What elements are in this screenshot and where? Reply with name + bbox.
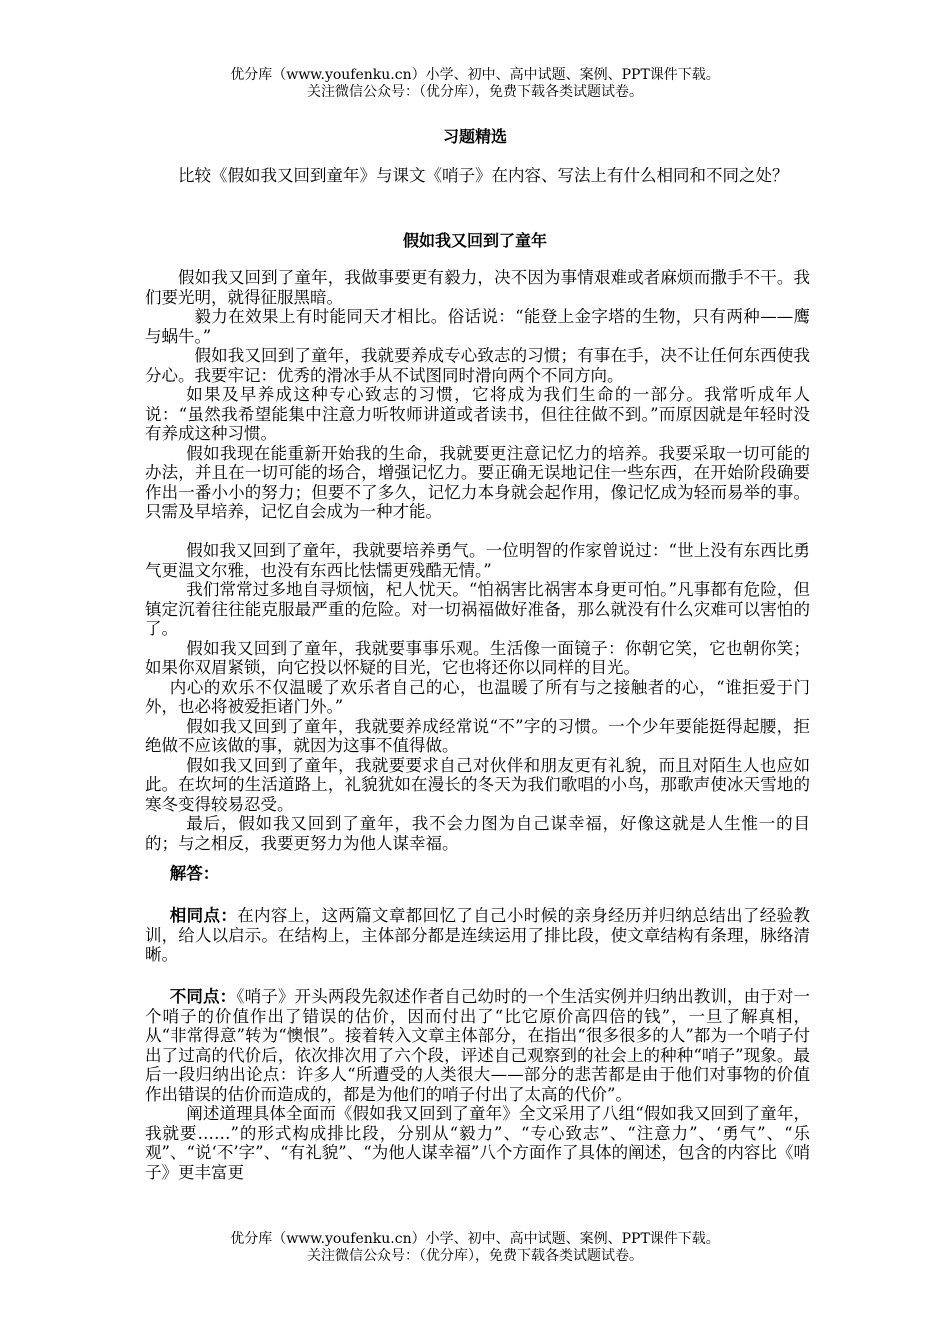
question-paragraph: 比较《假如我又回到童年》与课文《哨子》在内容、写法上有什么相同和不同之处？	[178, 166, 789, 185]
same-text: 在内容上，这两篇文章都回忆了自己小时候的亲身经历并归纳总结出了经验教训，给人以启示。在结构上，主体部分都是连续运用了排比段，使文章结构有条理，脉络清晰。	[145, 906, 811, 964]
article-paragraph-3: 假如我又回到了童年，我就要养成专心致志的习惯；有事在手，决不让任何东西使我分心。我要牢记：优秀的滑冰手从不试图同时滑向两个不同方向。	[145, 346, 810, 385]
article-title: 假如我又回到了童年	[402, 231, 547, 250]
article-paragraph-5: 假如我现在能重新开始我的生命，我就要更注意记忆力的培养。我要采取一切可能的办法，并且在一切可能的场合，增强记忆力。要正确无误地记住一些东西，在开始阶段确要作出一番小小的努力；但要不了多久，记忆力本身就会起作用，像记忆成为轻而易举的事。只需及早培养，记忆自会成为一种才能。	[145, 443, 810, 521]
article-paragraph-1: 假如我又回到了童年，我做事要更有毅力，决不因为事情艰难或者麻烦而撒手不干。我们要光明，就得征服黑暗。	[145, 268, 810, 307]
article-paragraph-8: 假如我又回到了童年，我就要事事乐观。生活像一面镜子：你朝它笑，它也朝你笑；如果你双眉紧锁，向它投以怀疑的目光，它也将还你以同样的目光。	[145, 638, 810, 677]
header-line-1: 优分库（www.youfenku.cn）小学、初中、高中试题、案例、PPT课件下载。	[230, 67, 720, 83]
answer-same	[145, 906, 810, 965]
article-paragraph-12: 最后，假如我又回到了童年，我不会力图为自己谋幸福，好像这就是人生惟一的目的；与之相反，我要更努力为他人谋幸福。	[145, 814, 810, 853]
question-text	[145, 166, 810, 186]
diff-text: 《哨子》开头两段先叙述作者自己幼时的一个生活实例并归纳出教训，由于对一个哨子的价值作出了错误的估价，因而付出了“比它原价高四倍的钱”，一旦了解真相，从“非常得意”转为“懊恨”。接着转入文章主体部分，在指出“很多很多的人”都为一个哨子付出了过高的代价后，依次排次用了六个段，评述自己观察到的社会上的种种“哨子”现象。最后一段归纳出论点：许多人“所遭受的人类很大——部分的悲苦都是由于他们对事物的价值作出错误的估价而造成的，都是为他们的哨子付出了太高的代价”。	[145, 987, 811, 1104]
article-paragraph-10: 假如我又回到了童年，我就要养成经常说“不”字的习惯。一个少年要能挺得起腰，拒绝做不应该做的事，就因为这事不值得做。	[145, 716, 810, 755]
diff-text-2: 阐述道理具体全面而《假如我又回到了童年》全文采用了八组“假如我又回到了童年，我就要……”的形式构成排比段，分别从“毅力”、“专心致志”、“注意力”、‘勇气”、“乐观”、“说‘不’字”、“有礼貌”、“为他人谋幸福”八个方面作了具体的阐述，包含的内容比《哨子》更丰富更	[145, 1104, 810, 1182]
diff-label: 不同点：	[169, 987, 237, 1006]
article-paragraph-11: 假如我又回到了童年，我就要要求自己对伙伴和朋友更有礼貌，而且对陌生人也应如此。在坎坷的生活道路上，礼貌犹如在漫长的冬天为我们歌唱的小鸟，那歌声使冰天雪地的寒冬变得较易忍受。	[145, 755, 810, 814]
article-paragraph-4: 如果及早养成这种专心致志的习惯，它将成为我们生命的一部分。我常听成年人说：“虽然我希望能集中注意力听牧师讲道或者读书，但往往做不到。”而原因就是年轻时没有养成这种习惯。	[145, 385, 810, 443]
footer-line-1: 优分库（www.youfenku.cn）小学、初中、高中试题、案例、PPT课件下载。	[230, 1231, 720, 1247]
answer-heading	[145, 864, 810, 884]
article-paragraph-9: 内心的欢乐不仅温暖了欢乐者自己的心，也温暖了所有与之接触者的心，“谁拒爱于门外，也必将被爱拒诸门外。”	[145, 677, 810, 716]
answer-diff	[145, 987, 810, 1182]
article-body	[145, 268, 810, 853]
header-line-2: 关注微信公众号：（优分库），免费下载各类试题试卷。	[307, 84, 643, 100]
footer-line-2: 关注微信公众号：（优分库），免费下载各类试题试卷。	[307, 1248, 643, 1264]
article-paragraph-7: 我们常常过多地自寻烦恼，杞人忧天。“怕祸害比祸害本身更可怕。”凡事都有危险，但镇定沉着往往能克服最严重的危险。对一切祸福做好准备，那么就没有什么灾难可以害怕的了。	[145, 580, 810, 638]
same-label: 相同点：	[169, 906, 238, 925]
article-paragraph-6: 假如我又回到了童年，我就要培养勇气。一位明智的作家曾说过：“世上没有东西比勇气更温文尔雅，也没有东西比怯懦更残酷无情。”	[145, 541, 810, 580]
section-title: 习题精选	[442, 127, 507, 146]
answer-heading-text: 解答：	[169, 864, 220, 883]
page-header	[0, 67, 950, 101]
article-paragraph-2: 毅力在效果上有时能同天才相比。俗话说：“能登上金字塔的生物，只有两种——鹰与蜗牛。”	[145, 307, 810, 346]
page-footer	[0, 1231, 950, 1265]
